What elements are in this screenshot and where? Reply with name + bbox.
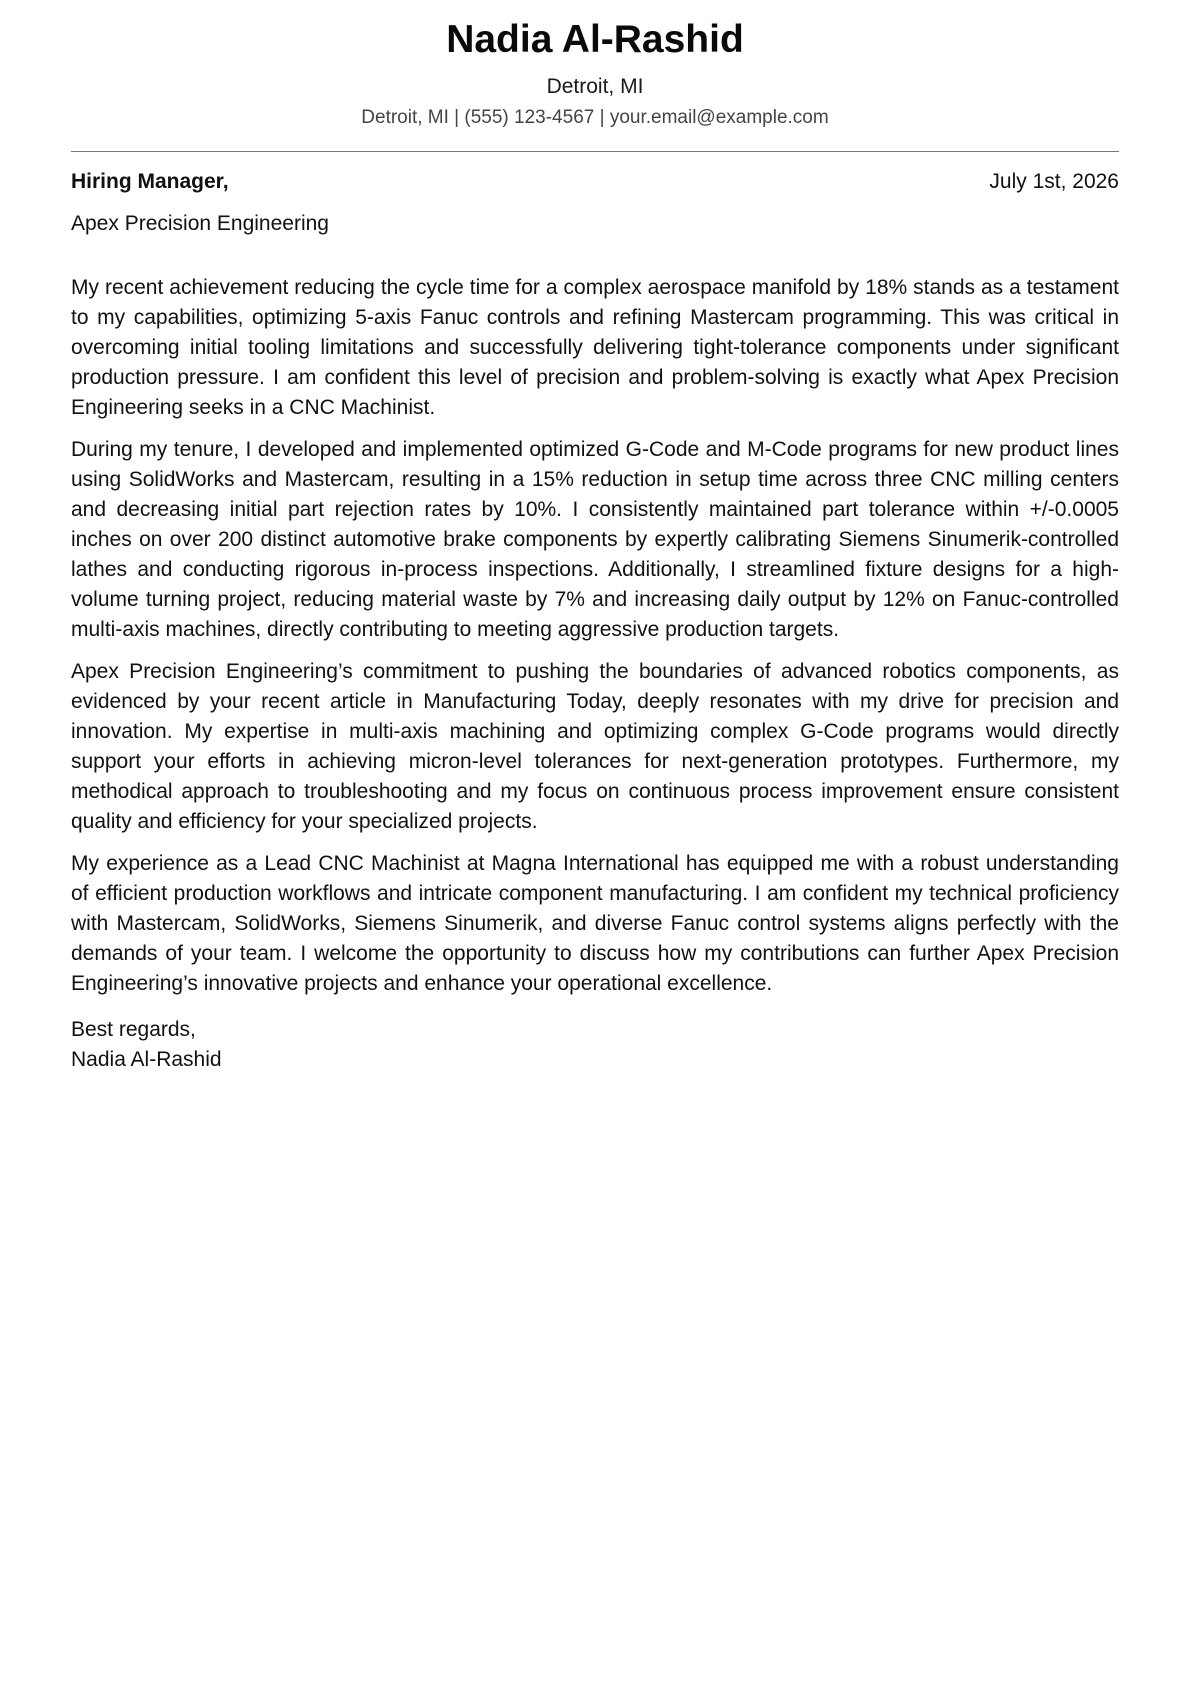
recipient-date-row xyxy=(71,167,1119,197)
body-paragraph: My experience as a Lead CNC Machinist at Magna International has equipped me with a robust understanding of efficient production workflows and intricate component manufacturing. I am confident my technical proficiency with Mastercam, SolidWorks, Siemens Sinumerik, and diverse Fanuc control systems aligns perfectly with the demands of your team. I welcome the opportunity to discuss how my contributions can further Apex Precision Engineering’s innovative projects and enhance your operational excellence. xyxy=(71,852,1119,995)
closing-phrase: Best regards, xyxy=(71,1018,196,1041)
letter-header xyxy=(71,0,1119,132)
letter-date: July 1st, 2026 xyxy=(989,170,1119,193)
body-paragraph: Apex Precision Engineering’s commitment to pushing the boundaries of advanced robotics components, as evidenced by your recent article in Manufacturing Today, deeply resonates with my drive for precision and innovation. My expertise in multi-axis machining and optimizing complex G-Code programs would directly support your efforts in achieving micron-level tolerances for next-generation prototypes. Furthermore, my methodical approach to troubleshooting and my focus on continuous process improvement ensure consistent quality and efficiency for your specialized projects. xyxy=(71,660,1119,833)
company-name: Apex Precision Engineering xyxy=(71,212,329,235)
body-paragraph: My recent achievement reducing the cycle time for a complex aerospace manifold by 18% stands as a testament to my capabilities, optimizing 5-axis Fanuc controls and refining Mastercam programming. This was critical in overcoming initial tooling limitations and successfully delivering tight-tolerance components under significant production pressure. I am confident this level of precision and problem-solving is exactly what Apex Precision Engineering seeks in a CNC Machinist. xyxy=(71,276,1119,419)
recipient-salutation: Hiring Manager, xyxy=(71,170,229,193)
letter-closing xyxy=(71,1015,1119,1075)
contact-line: Detroit, MI | (555) 123-4567 | your.email@example.com xyxy=(361,107,829,128)
applicant-name: Nadia Al-Rashid xyxy=(446,18,744,61)
header-divider xyxy=(71,151,1119,152)
letter-body xyxy=(71,273,1119,999)
body-paragraph: During my tenure, I developed and implemented optimized G-Code and M-Code programs for new product lines using SolidWorks and Mastercam, resulting in a 15% reduction in setup time across three CNC milling centers and decreasing initial part rejection rates by 10%. I consistently maintained part tolerance within +/-0.0005 inches on over 200 distinct automotive brake components by expertly calibrating Siemens Sinumerik-controlled lathes and conducting rigorous in-process inspections. Additionally, I streamlined fixture designs for a high-volume turning project, reducing material waste by 7% and increasing daily output by 12% on Fanuc-controlled multi-axis machines, directly contributing to meeting aggressive production targets. xyxy=(71,438,1119,641)
signature-name: Nadia Al-Rashid xyxy=(71,1048,222,1071)
applicant-location: Detroit, MI xyxy=(546,75,644,98)
